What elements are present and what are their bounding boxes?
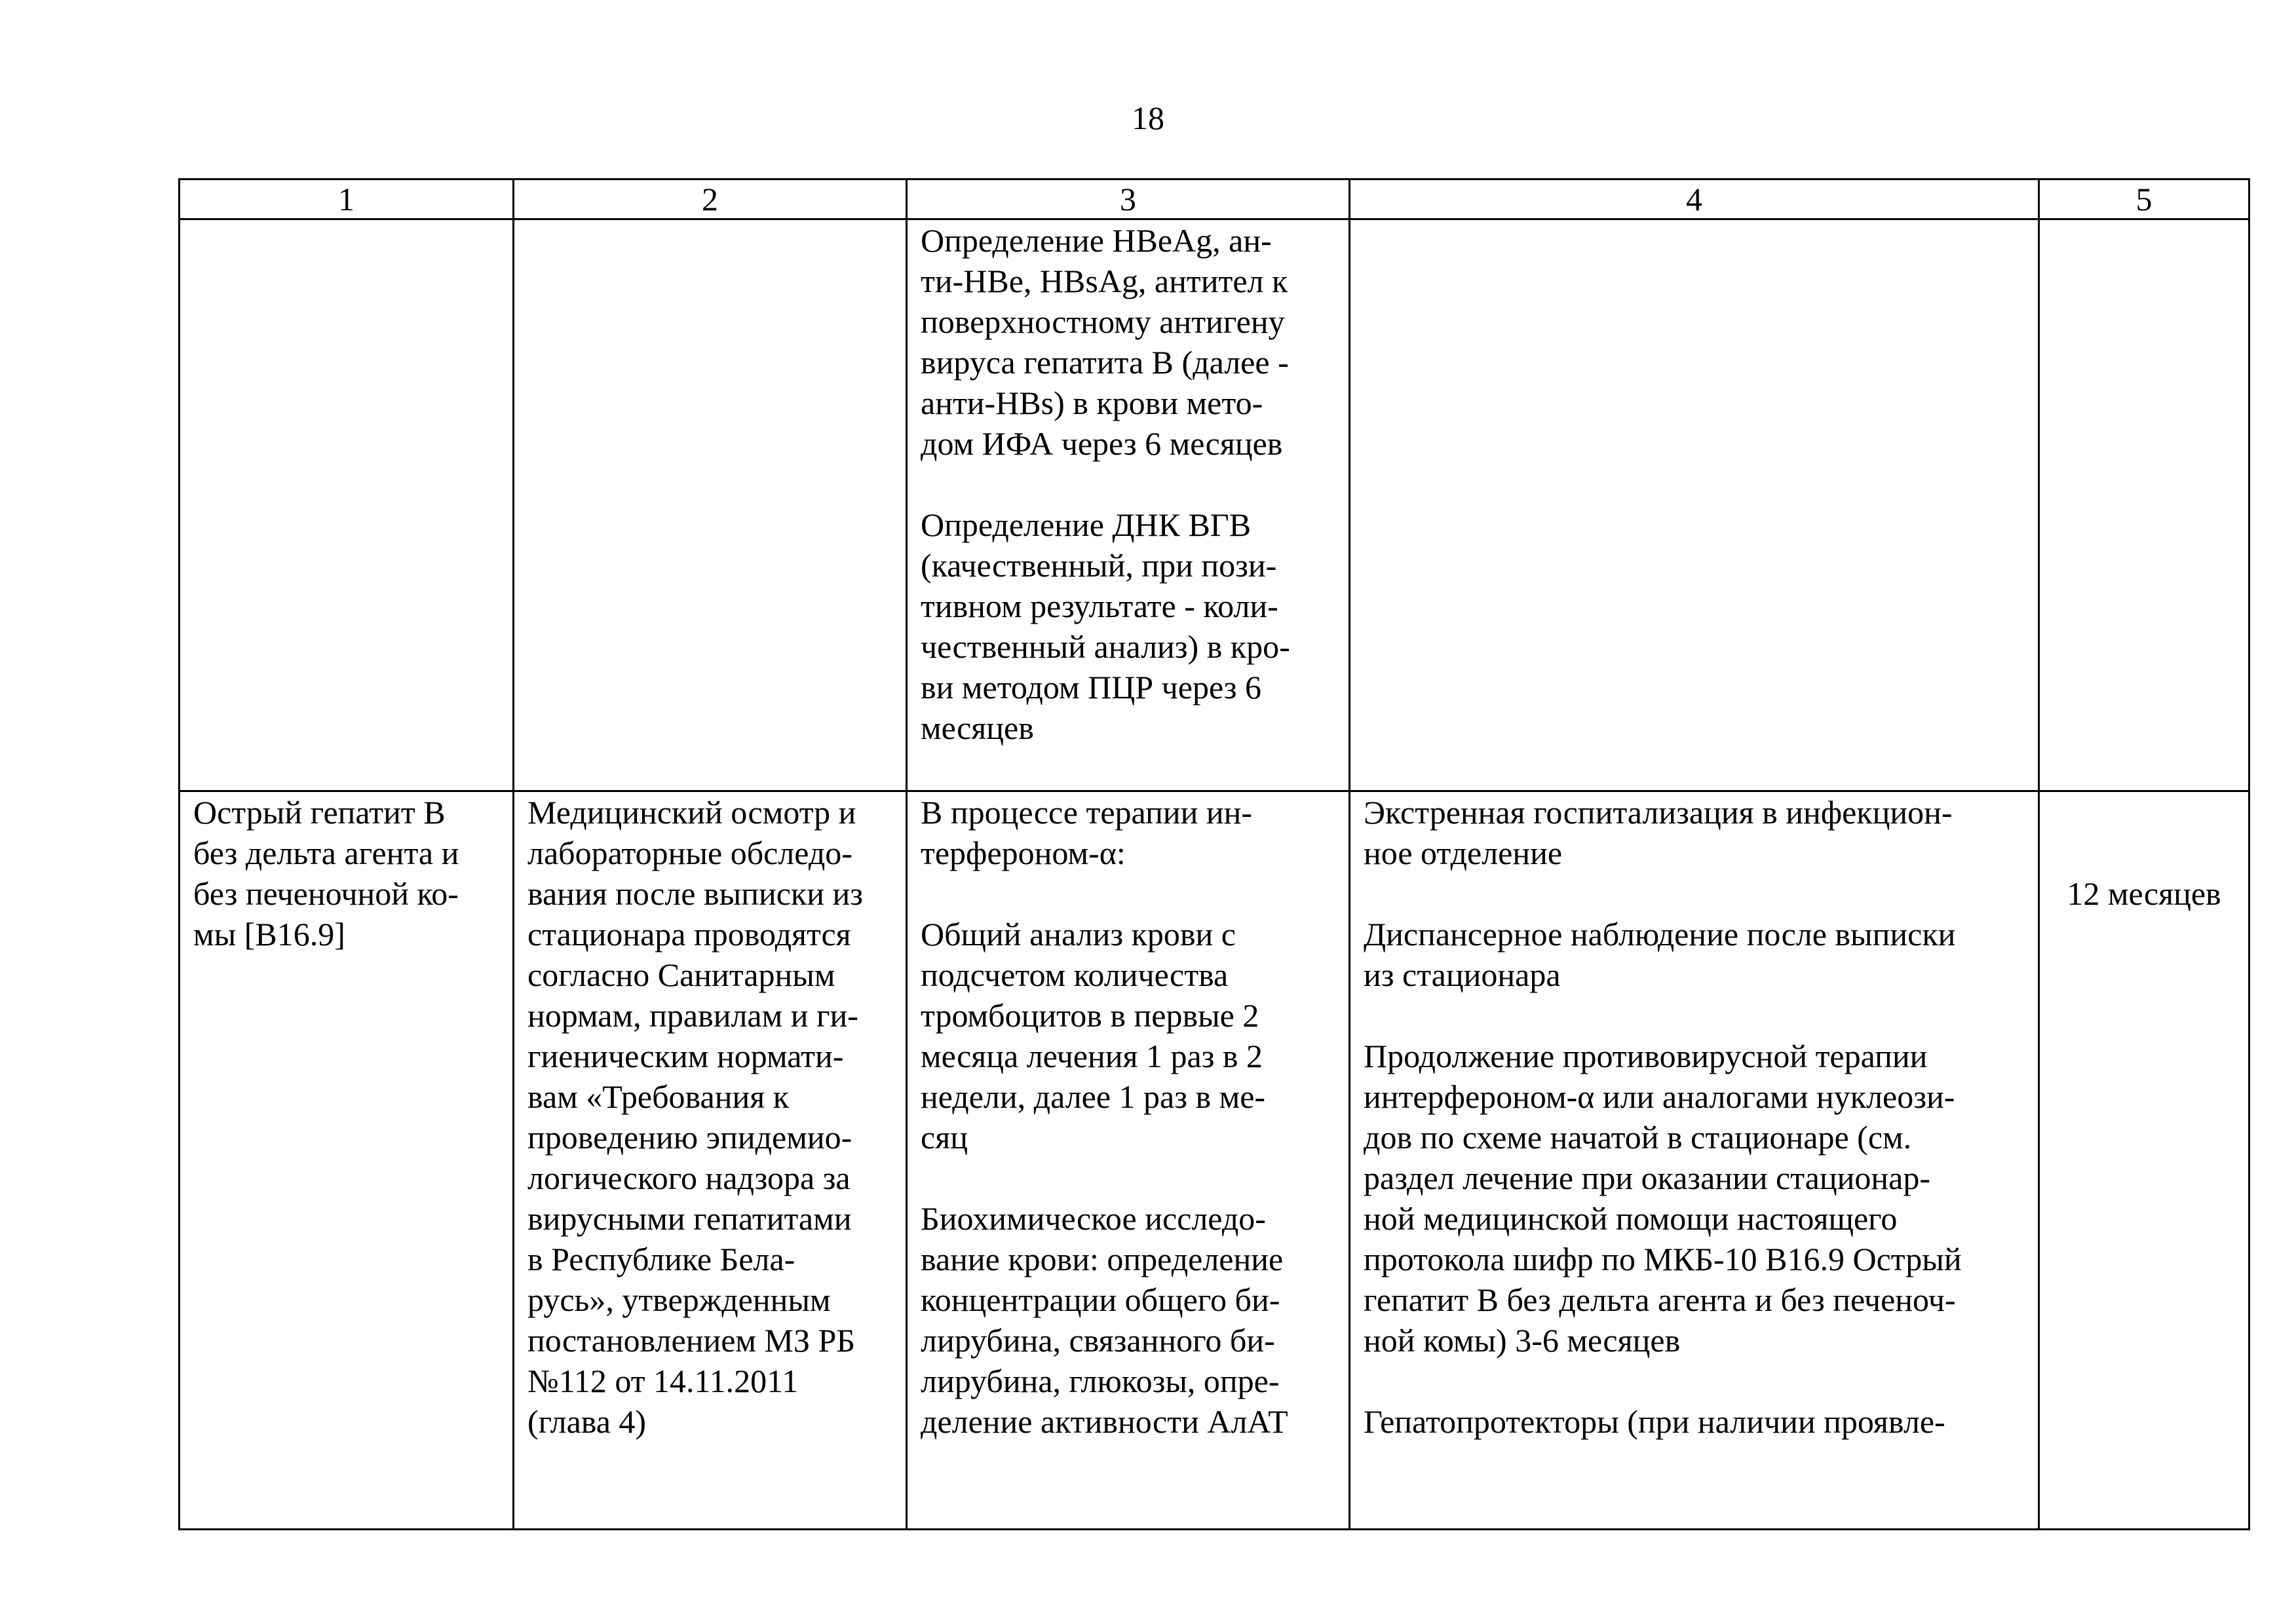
table-row — [180, 219, 2249, 791]
duration-text: 12 месяцев — [2067, 875, 2221, 912]
column-header-3: 3 — [907, 179, 1350, 219]
hepatoprotectors-text: Гепатопротекторы (при наличии проявле- — [1364, 1403, 1945, 1440]
row-a-col4 — [1350, 219, 2039, 791]
row-a-col3 — [907, 219, 1350, 791]
diagnosis-text: Острый гепатит В без дельта агента и без печеночной ко- мы [B16.9] — [193, 794, 459, 953]
hbeag-test-text: Определение HBeAg, ан- ти-HBe, HBsAg, антител к поверхностному антигену вируса гепатита В (далее - анти-HBs) в крови мето- дом ИФА через 6 месяцев — [921, 222, 1289, 462]
hospitalization-text: Экстренная госпитализация в инфекцион- ное отделение — [1364, 794, 1953, 871]
hbv-dna-test-text: Определение ДНК ВГВ (качественный, при пози- тивном результате - коли- чественный анализ) в кро- ви методом ПЦР через 6 месяцев — [921, 506, 1290, 746]
examination-text: Медицинский осмотр и лабораторные обследо- вания после выписки из стационара проводятся согласно Санитарным нормам, правилам и ги- гиеническим нормати- вам «Требования к проведению эпидемио- логического надзора за вирусными гепатитами в Республике Бела- русь», утвержденным постановлением МЗ РБ №112 от 14.11.2011 (глава 4) — [527, 794, 863, 1440]
treatment-protocol-table — [178, 178, 2250, 1530]
row-a-col1 — [180, 219, 514, 791]
biochemistry-text: Биохимическое исследо- вание крови: определение концентрации общего би- лирубина, связанного би- лирубина, глюкозы, опре- деление активности АлАТ — [921, 1200, 1288, 1440]
page-number: 18 — [1132, 100, 1164, 136]
row-b-col3 — [907, 791, 1350, 1530]
table-row — [180, 791, 2249, 1530]
row-b-col4 — [1350, 791, 2039, 1530]
column-header-2: 2 — [514, 179, 907, 219]
row-a-col5 — [2039, 219, 2249, 791]
column-header-1: 1 — [180, 179, 514, 219]
table-header-row — [180, 179, 2249, 219]
row-b-col1 — [180, 791, 514, 1530]
row-b-col2 — [514, 791, 907, 1530]
column-header-4: 4 — [1350, 179, 2039, 219]
dispensary-text: Диспансерное наблюдение после выписки из стационара — [1364, 916, 1956, 993]
row-b-col5 — [2039, 791, 2249, 1530]
row-a-col2 — [514, 219, 907, 791]
blood-count-text: Общий анализ крови с подсчетом количества тромбоцитов в первые 2 месяца лечения 1 раз в 2 недели, далее 1 раз в ме- сяц — [921, 916, 1266, 1156]
antiviral-therapy-text: Продолжение противовирусной терапии интерфероном-α или аналогами нуклеози- дов по схеме начатой в стационаре (см. раздел лечение при оказании стационар- ной медицинской помощи настоящего протокола шифр по МКБ-10 B16.9 Острый гепатит В без дельта агента и без печеноч- ной комы) 3-6 месяцев — [1364, 1038, 1962, 1359]
interferon-therapy-text: В процессе терапии ин- терфероном-α: — [921, 794, 1253, 871]
column-header-5: 5 — [2039, 179, 2249, 219]
